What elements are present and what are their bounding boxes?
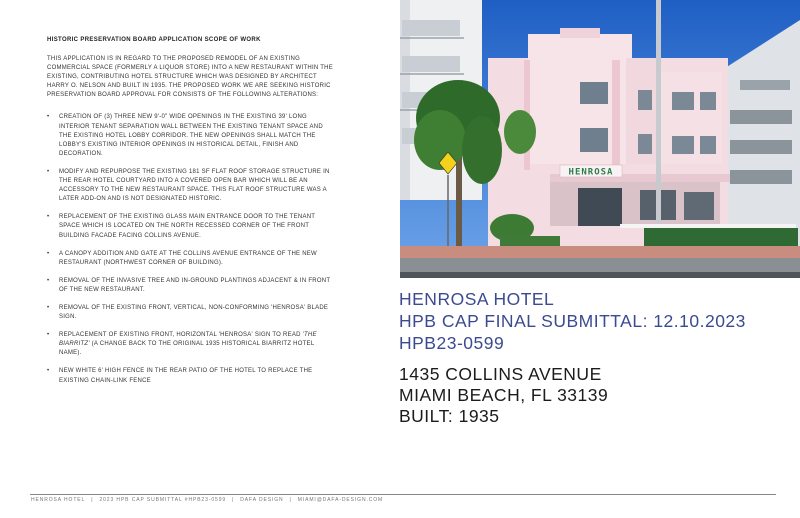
scope-heading: HISTORIC PRESERVATION BOARD APPLICATION SCOPE OF WORK — [47, 37, 261, 43]
bullet: • — [47, 114, 50, 121]
bullet: • — [47, 332, 50, 339]
curb — [400, 272, 800, 278]
street — [400, 258, 800, 272]
footer-submittal: 2023 HPB CAP SUBMITTAL #HPB23-0599 — [99, 497, 227, 503]
footer-separator: | — [232, 497, 235, 503]
scope-intro: THIS APPLICATION IS IN REGARD TO THE PROPOSED REMODEL OF AN EXISTING COMMERCIAL SPACE (FORMERLY A LIQUOR STORE) INTO A NEW RESTAURANT WITHIN THE EXISTING, CONTRIBUTING HOTEL STRUCTURE WHICH WAS DESIGNED BY ARCHITECT HARRY O. NELSON AND BUILT IN 1935. THE PROPOSED WORK WE ARE SEEKING HISTORIC PRESERVATION BOARD APPROVAL FOR CONSISTS OF THE FOLLOWING ALTERATIONS: — [47, 56, 334, 99]
bullet: • — [47, 304, 50, 311]
hotel-title: HENROSA HOTEL — [399, 289, 555, 309]
street-address: 1435 COLLINS AVENUE — [399, 364, 602, 384]
footer-email[interactable]: MIAMI@DAFA-DESIGN.COM — [297, 497, 384, 503]
footer — [31, 497, 383, 503]
alteration-item: • A CANOPY ADDITION AND GATE AT THE COLLINS AVENUE ENTRANCE OF THE NEW RESTAURANT (NORTHWEST CORNER OF BUILDING). — [47, 250, 317, 266]
alteration-item: • MODIFY AND REPURPOSE THE EXISTING 181 SF FLAT ROOF STORAGE STRUCTURE IN THE REAR HOTEL COURTYARD INTO A COVERED OPEN BAR WHICH WILL BE AN ACCESSORY TO THE NEW RESTAURANT SPACE. THIS FLAT ROOF STRUCTURE WAS A LATER ADD-ON AND IS NOT DESIGNATED HISTORIC. — [47, 168, 330, 203]
city-address: MIAMI BEACH, FL 33139 — [399, 385, 609, 405]
submittal-title: HPB CAP FINAL SUBMITTAL: 12.10.2023 — [399, 311, 746, 331]
address-block — [399, 364, 608, 427]
bullet: • — [47, 250, 50, 257]
scope-of-work-section — [47, 37, 337, 395]
svg-text:HENROSA: HENROSA — [568, 167, 614, 178]
footer-firm: DAFA DESIGN — [240, 497, 284, 503]
alteration-item: • CREATION OF (3) THREE NEW 9'-0" WIDE OPENINGS IN THE EXISTING 39' LONG INTERIOR TENANT SEPARATION WALL BETWEEN THE EXISTING TENANT SPACE AND THE EXISTING HOTEL LOBBY CORRIDOR. THE NEW OPENINGS SHALL MATCH THE LOBBY'S EXISTING INTERIOR OPENINGS IN HISTORICAL DETAIL, FINISH AND DECORATION. — [47, 114, 323, 157]
alteration-item: • NEW WHITE 6' HIGH FENCE IN THE REAR PATIO OF THE HOTEL TO REPLACE THE EXISTING CHAIN-LINK FENCE — [47, 368, 313, 384]
alterations-list — [47, 113, 337, 385]
sidewalk — [400, 246, 800, 258]
footer-separator: | — [91, 497, 94, 503]
alteration-item: • REPLACEMENT OF THE EXISTING GLASS MAIN ENTRANCE DOOR TO THE TENANT SPACE WHICH IS LOCATED ON THE NORTH RECESSED CORNER OF THE FRONT BUILDING FACADE FACING COLLINS AVENUE. — [47, 214, 316, 239]
alteration-item: • REMOVAL OF THE INVASIVE TREE AND IN-GROUND PLANTINGS ADJACENT & IN FRONT OF THE NEW RESTAURANT. — [47, 277, 331, 293]
footer-project: HENROSA HOTEL — [31, 497, 86, 503]
built-year: BUILT: 1935 — [399, 406, 500, 426]
henrosa-sign — [560, 165, 622, 178]
hotel-photo — [400, 0, 800, 278]
bullet: • — [47, 368, 50, 375]
bullet: • — [47, 168, 50, 175]
alteration-item: • REMOVAL OF THE EXISTING FRONT, VERTICAL, NON-CONFORMING 'HENROSA' BLADE SIGN. — [47, 304, 329, 321]
alteration-item-sign: • REPLACEMENT OF EXISTING FRONT, HORIZONTAL 'HENROSA' SIGN TO READ 'THE BIARRITZ' (A CHANGE BACK TO THE ORIGINAL 1935 HISTORICAL BIARRITZ HOTEL NAME). — [47, 332, 317, 357]
footer-divider — [30, 494, 776, 495]
bullet: • — [47, 214, 50, 221]
bullet: • — [47, 277, 50, 284]
footer-separator: | — [289, 497, 292, 503]
biarritz-name: 'THE BIARRITZ' — [59, 332, 317, 348]
title-block — [399, 288, 799, 354]
file-number: HPB23-0599 — [399, 333, 505, 353]
